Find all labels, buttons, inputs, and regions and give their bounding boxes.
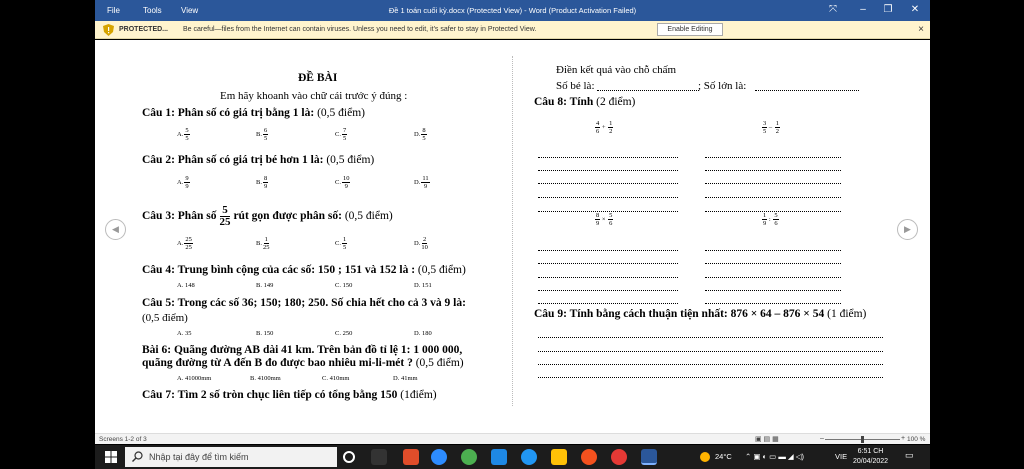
question-4: Câu 4: Trung bình cộng của các số: 150 ; 151 và 152 là : (0,5 điểm) [142, 264, 466, 276]
cortana-icon[interactable] [343, 451, 355, 463]
answer-line [705, 197, 841, 198]
app-icon[interactable] [461, 449, 477, 465]
instruction: Em hãy khoanh vào chữ cái trước ý đúng : [220, 90, 408, 102]
title-bar [95, 0, 930, 21]
q6-option-c: C. 410mm [322, 375, 350, 382]
chrome-icon[interactable] [581, 449, 597, 465]
close-bar-icon[interactable]: × [918, 24, 924, 35]
weather-temperature[interactable]: 24°C [715, 452, 732, 461]
windows-start-icon[interactable] [105, 451, 117, 463]
taskbar [95, 445, 930, 469]
q2-option-b: B. $\frac{8}{9}$ [256, 175, 268, 190]
small-number-blank [597, 90, 699, 91]
search-placeholder: Nhập tại đây để tìm kiếm [149, 452, 249, 462]
page-divider [512, 56, 513, 406]
answer-line [538, 290, 678, 291]
q4-option-b: B. 149 [256, 282, 274, 289]
weather-icon [700, 452, 710, 462]
view-mode-icons[interactable]: ▣ ▤ ▦ [755, 436, 779, 443]
menu-tools[interactable]: Tools [143, 6, 162, 15]
q5-option-c: C. 250 [335, 330, 353, 337]
notification-icon[interactable]: ▭ [905, 450, 914, 460]
answer-line [538, 351, 883, 352]
question-8: Câu 8: Tính (2 điểm) [534, 96, 636, 108]
question-7: Câu 7: Tìm 2 số tròn chục liên tiếp có tổng bằng 150 (1điểm) [142, 389, 437, 401]
next-screen-icon[interactable]: ▶ [897, 219, 918, 240]
answer-line [705, 250, 841, 251]
q1-option-a: A. $\frac{5}{5}$ [177, 127, 189, 142]
menu-file[interactable]: File [107, 6, 120, 15]
big-number-blank [755, 90, 859, 91]
question-9: Câu 9: Tính bằng cách thuận tiện nhất: 876 × 64 – 876 × 54 (1 điểm) [534, 308, 867, 320]
answer-line [538, 250, 678, 251]
q3-option-d: D. $\frac{2}{10}$ [414, 236, 428, 251]
answer-line [705, 277, 841, 278]
question-3: Câu 3: Phân số $\frac{5}{25}$ rút gọn được phân số: (0,5 điểm) [142, 203, 393, 228]
protected-view-message: Be careful—files from the Internet can contain viruses. Unless you need to edit, it's safer to stay in Protected View. [183, 26, 537, 33]
previous-screen-icon[interactable]: ◀ [105, 219, 126, 240]
enable-editing-button[interactable]: Enable Editing [657, 23, 723, 36]
answer-line [538, 337, 883, 338]
big-number-label: ; Số lớn là: [698, 80, 747, 92]
app-icon[interactable] [611, 449, 627, 465]
exam-heading: ĐỀ BÀI [298, 72, 338, 84]
menu-view[interactable]: View [181, 6, 199, 15]
answer-line [705, 170, 841, 171]
minimize-icon[interactable]: – [860, 4, 866, 15]
q4-option-d: D. 151 [414, 282, 432, 289]
page-count: Screens 1-2 of 3 [99, 436, 147, 443]
date: 20/04/2022 [853, 458, 889, 465]
q1-option-c: C. $\frac{7}{5}$ [335, 127, 347, 142]
q5-option-a: A. 35 [177, 330, 192, 337]
q4-option-c: C. 150 [335, 282, 353, 289]
q6-option-b: B. 4100mm [250, 375, 281, 382]
zoom-level[interactable]: 100 % [907, 436, 926, 443]
q6-option-d: D. 41mm [393, 375, 418, 382]
clock[interactable] [853, 447, 888, 467]
q2-option-d: D. $\frac{11}{9}$ [414, 175, 429, 190]
photos-icon[interactable] [491, 449, 507, 465]
answer-line [538, 157, 678, 158]
q4-option-a: A. 148 [177, 282, 195, 289]
fullscreen-icon[interactable]: ⤧ [829, 4, 837, 15]
app-icon[interactable] [403, 449, 419, 465]
answer-line [538, 277, 678, 278]
question-1: Câu 1: Phân số có giá trị bằng 1 là: (0,5 điểm) [142, 107, 365, 119]
protected-view-bar [95, 21, 930, 39]
q1-option-b: B. $\frac{6}{5}$ [256, 127, 268, 142]
question-2: Câu 2: Phân số có giá trị bé hơn 1 là: (0,5 điểm) [142, 154, 375, 166]
language-indicator[interactable]: VIE [835, 452, 848, 461]
search-icon [132, 451, 143, 462]
answer-line [538, 364, 883, 365]
answer-line [538, 263, 678, 264]
small-number-label: Số bé là: [556, 80, 595, 92]
answer-line [705, 157, 841, 158]
q1-option-d: D. $\frac{8}{5}$ [414, 127, 426, 142]
expression-3: $\frac{8}{9}$ × $\frac{5}{6}$ [596, 212, 613, 227]
q3-option-b: B. $\frac{1}{25}$ [256, 236, 270, 251]
document-area [95, 40, 930, 433]
q2-option-a: A. $\frac{9}{9}$ [177, 175, 189, 190]
zoom-thumb[interactable] [861, 436, 864, 443]
window-title: Đề 1 toán cuối kỳ.docx (Protected View) - Word (Product Activation Failed) [388, 6, 637, 15]
answer-line [538, 183, 678, 184]
q3-option-c: C. $\frac{1}{5}$ [335, 236, 347, 251]
answer-line [538, 303, 678, 304]
answer-line [705, 263, 841, 264]
time: 6:51 CH [857, 448, 884, 455]
expression-4: $\frac{1}{9}$ : $\frac{5}{6}$ [763, 212, 778, 227]
file-explorer-icon[interactable] [551, 449, 567, 465]
question-5: Câu 5: Trong các số 36; 150; 180; 250. Số chia hết cho cả 3 và 9 là: [142, 297, 466, 309]
q6-option-a: A. 41000mm [177, 375, 212, 382]
protected-view-title: PROTECTED... [119, 26, 169, 33]
q5-option-b: B. 150 [256, 330, 274, 337]
tray-icons[interactable]: ⌃ ▣ ◐ ▭ ▬ ◢ ◁) [745, 452, 805, 461]
expression-1: $\frac{4}{6}$ + $\frac{1}{2}$ [596, 120, 613, 135]
question-6-line-2: quãng đường từ A đến B đo được bao nhiêu mi-li-mét ? (0,5 điểm) [142, 357, 464, 369]
taskbar-search-input[interactable] [125, 447, 337, 467]
answer-line [705, 290, 841, 291]
app-icon[interactable] [521, 449, 537, 465]
fill-in-title: Điền kết quả vào chỗ chấm [556, 64, 677, 76]
answer-line [538, 377, 883, 378]
close-icon[interactable]: ✕ [910, 4, 920, 15]
answer-line [705, 303, 841, 304]
zoom-out-icon[interactable]: – [820, 435, 824, 442]
answer-line [538, 197, 678, 198]
expression-2: $\frac{3}{5}$ – $\frac{1}{2}$ [763, 120, 779, 135]
status-bar [95, 433, 930, 444]
q2-option-c: C. $\frac{10}{9}$ [335, 175, 350, 190]
question-5-points: (0,5 điểm) [142, 312, 188, 324]
answer-line [538, 170, 678, 171]
q5-option-d: D. 180 [414, 330, 432, 337]
q3-option-a: A. $\frac{25}{25}$ [177, 236, 192, 251]
zoom-in-icon[interactable]: + [901, 435, 906, 442]
zoom-app-icon[interactable] [431, 449, 447, 465]
restore-icon[interactable]: ❐ [883, 4, 893, 15]
task-view-icon[interactable] [371, 449, 387, 465]
answer-line [705, 183, 841, 184]
shield-icon [103, 24, 114, 36]
word-icon[interactable] [641, 449, 657, 465]
question-6-line-1: Bài 6: Quãng đường AB dài 41 km. Trên bản đồ tỉ lệ 1: 1 000 000, [142, 344, 463, 356]
